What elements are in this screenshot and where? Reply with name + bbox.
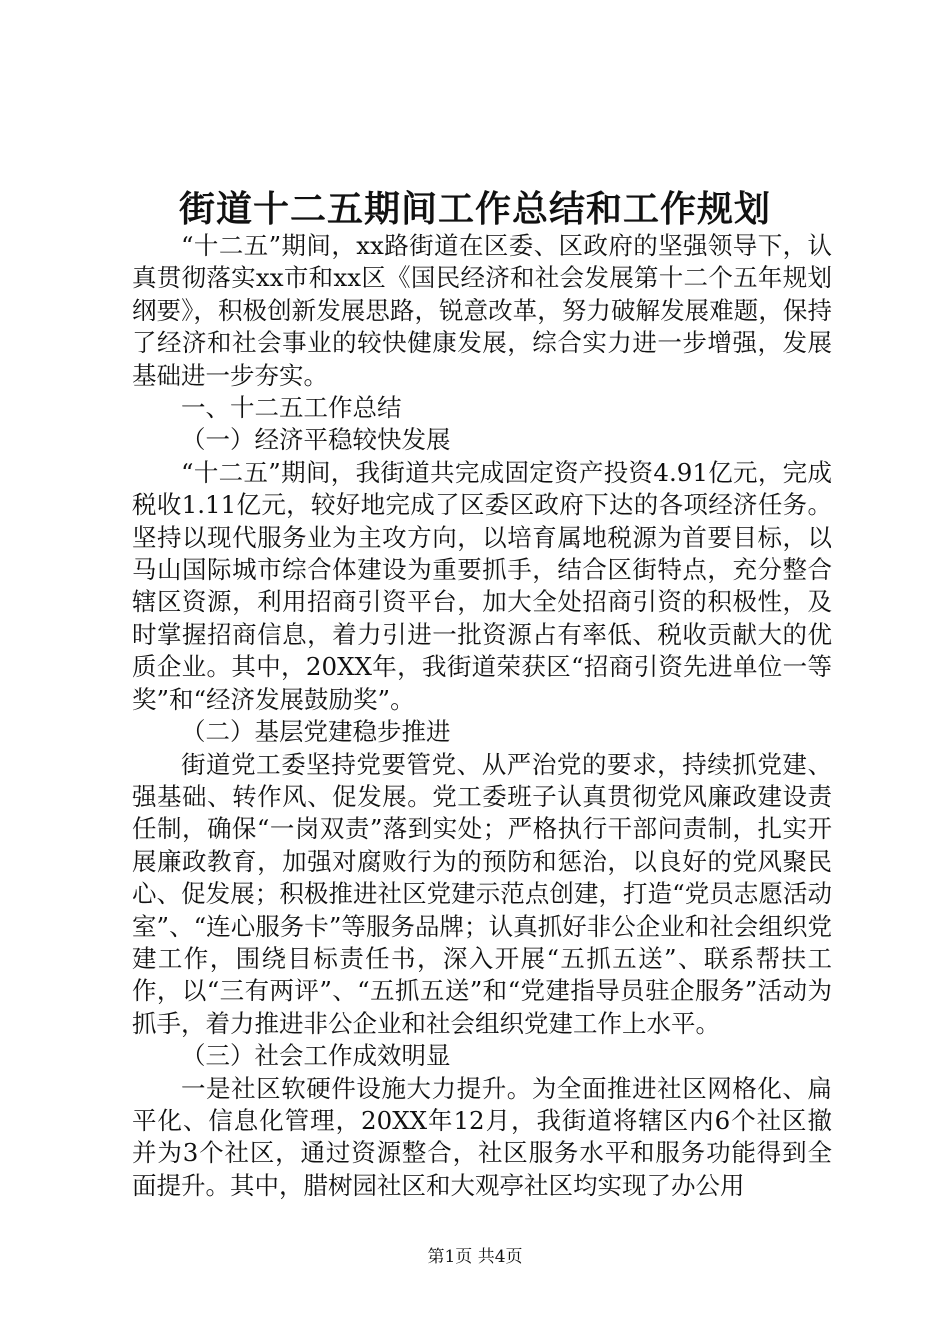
economy-paragraph: “十二五”期间，我街道共完成固定资产投资4.91亿元，完成税收1.11亿元，较好地完成了区委区政府下达的各项经济任务。坚持以现代服务业为主攻方向，以培育属地税源为首要目标，以马山国际城市综合体建设为重要抓手，结合区街特点，充分整合辖区资源，利用招商引资平台，加大全处招商引资的积极性，及时掌握招商信息，着力引进一批资源占有率低、税收贡献大的优质企业。其中，20XX年，我街道荣获区“招商引资先进单位一等奖”和“经济发展鼓励奖”。 [132,457,832,714]
subsection-heading-1: （一）经济平稳较快发展 [181,425,451,455]
subsection-heading-3: （三）社会工作成效明显 [181,1041,451,1071]
page-footer: 第1页 共4页 [427,1247,523,1267]
social-work-paragraph: 一是社区软硬件设施大力提升。为全面推进社区网格化、扁平化、信息化管理，20XX年12月，我街道将辖区内6个社区撤并为3个社区，通过资源整合，社区服务水平和服务功能得到全面提升。其中，腊树园社区和大观亭社区均实现了办公用 [132,1073,832,1200]
party-building-paragraph: 街道党工委坚持党要管党、从严治党的要求，持续抓党建、强基础、转作风、促发展。党工委班子认真贯彻党风廉政建设责任制，确保“一岗双责”落到实处；严格执行干部问责制，扎实开展廉政教育，加强对腐败行为的预防和惩治，以良好的党风聚民心、促发展；积极推进社区党建示范点创建，打造“党员志愿活动室”、“连心服务卡”等服务品牌；认真抓好非公企业和社会组织党建工作，围绕目标责任书，深入开展“五抓五送”、联系帮扶工作，以“三有两评”、“五抓五送”和“党建指导员驻企服务”活动为抓手，着力推进非公企业和社会组织党建工作上水平。 [132,749,832,1038]
intro-paragraph: “十二五”期间，xx路街道在区委、区政府的坚强领导下，认真贯彻落实xx市和xx区《国民经济和社会发展第十二个五年规划纲要》，积极创新发展思路，锐意改革，努力破解发展难题，保持了经济和社会事业的较快健康发展，综合实力进一步增强，发展基础进一步夯实。 [132,231,832,390]
section-heading-1: 一、十二五工作总结 [181,393,402,423]
document-title: 街道十二五期间工作总结和工作规划 [178,188,771,230]
subsection-heading-2: （二）基层党建稳步推进 [181,717,451,747]
document-body [132,230,832,1202]
